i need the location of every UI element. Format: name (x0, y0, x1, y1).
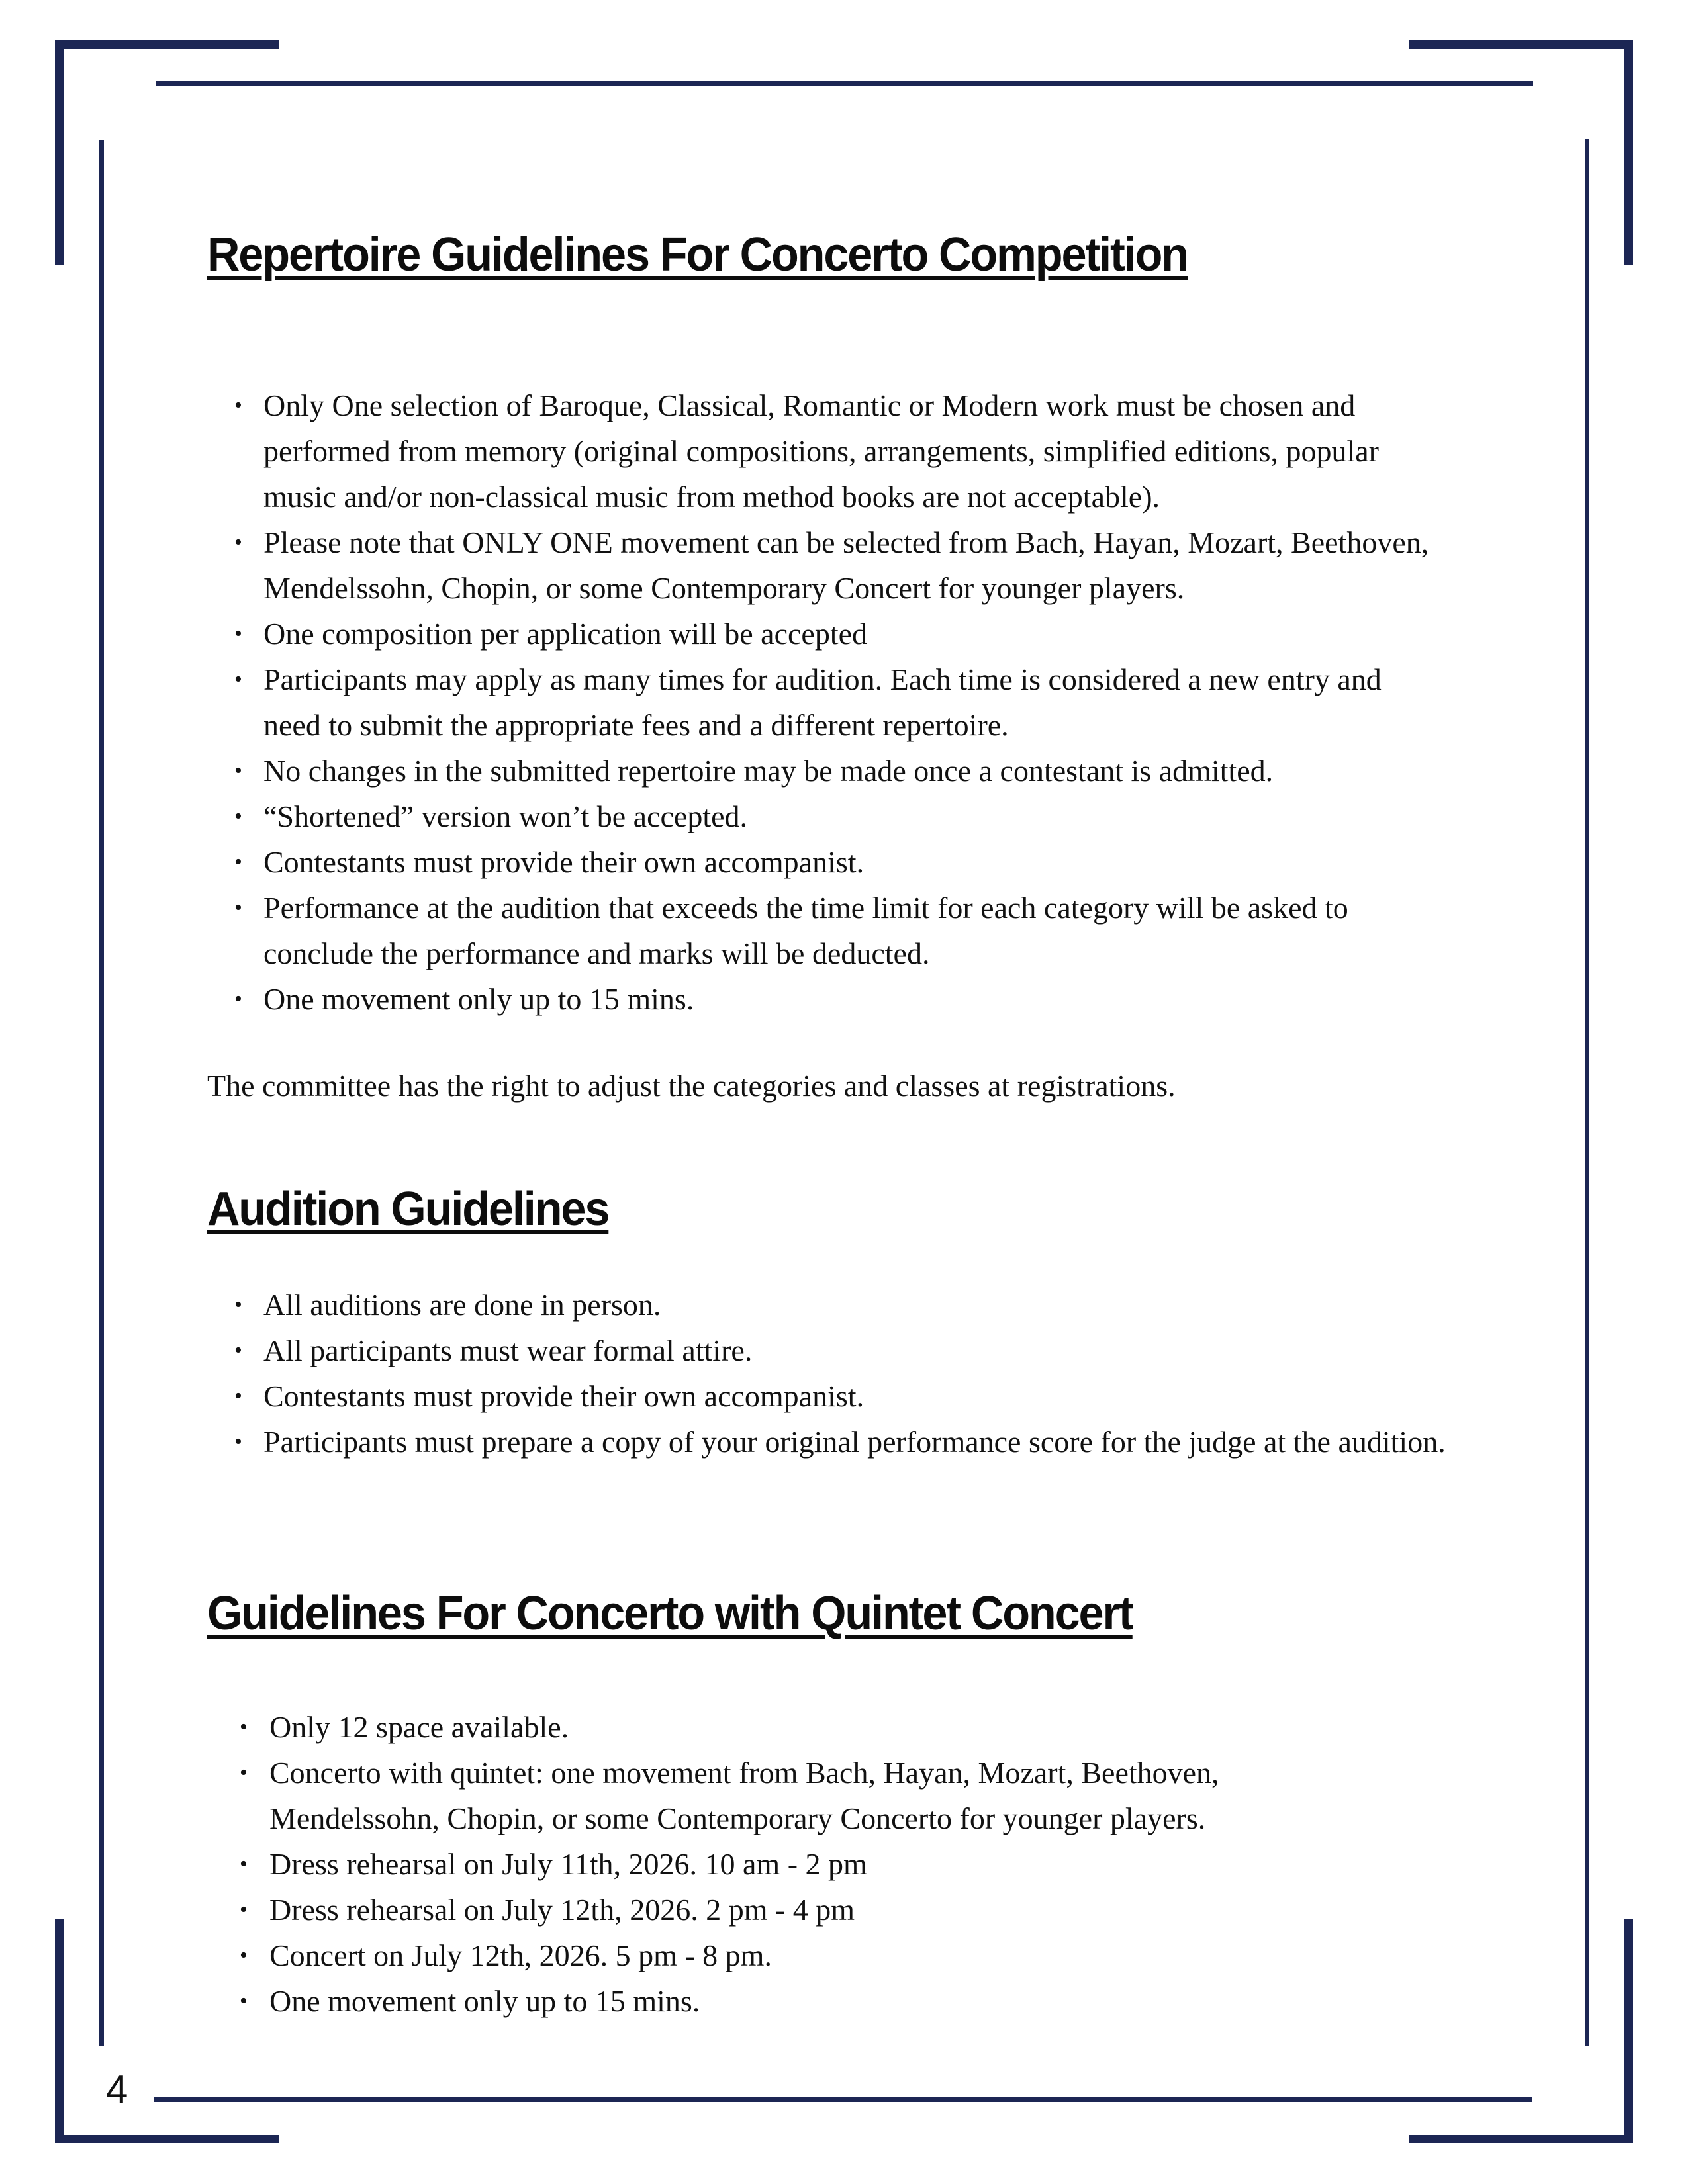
list-item: • One movement only up to 15 mins. (234, 976, 1446, 1022)
bullet-icon: • (234, 987, 242, 1011)
bullet-icon: • (234, 667, 242, 692)
list-item: • All auditions are done in person. (234, 1282, 1446, 1328)
list-item: • Only One selection of Baroque, Classical, Romantic or Modern work must be chosen and performed from memory (original compositions, arrangements, simplified editions, popular music and/or non-classical music from method books are not acceptable). (234, 383, 1446, 520)
section-heading-audition: Audition Guidelines (207, 1183, 609, 1236)
list-item: • Concert on July 12th, 2026. 5 pm - 8 pm. (240, 1933, 1451, 1978)
bullet-icon: • (234, 1384, 242, 1408)
list-item: • Performance at the audition that exceeds the time limit for each category will be asked to conclude the performance and marks will be deducted. (234, 885, 1446, 976)
bullet-icon: • (234, 1430, 242, 1454)
bullet-icon: • (240, 1897, 248, 1922)
frame-top-right-vertical (1624, 40, 1633, 265)
bullet-icon: • (240, 1715, 248, 1739)
frame-inner-left-line (99, 140, 104, 2046)
frame-bottom-right-horizontal (1409, 2135, 1633, 2143)
frame-top-left-horizontal (55, 40, 279, 49)
bullet-icon: • (234, 621, 242, 646)
section-heading-quintet: Guidelines For Concerto with Quintet Concert (207, 1587, 1133, 1640)
list-item: • Concerto with quintet: one movement from Bach, Hayan, Mozart, Beethoven, Mendelssohn, Chopin, or some Contemporary Concerto for younger players. (240, 1750, 1451, 1841)
committee-note: The committee has the right to adjust the categories and classes at registrations. (207, 1069, 1176, 1103)
bullet-icon: • (240, 1852, 248, 1876)
quintet-guidelines-list (240, 1704, 1451, 2024)
section-heading-repertoire: Repertoire Guidelines For Concerto Competition (207, 228, 1188, 281)
bullet-icon: • (234, 530, 242, 555)
list-item: • Dress rehearsal on July 12th, 2026. 2 pm - 4 pm (240, 1887, 1451, 1933)
list-item: • One composition per application will be accepted (234, 611, 1446, 657)
page-number: 4 (106, 2068, 128, 2112)
bullet-icon: • (234, 850, 242, 874)
bullet-icon: • (234, 758, 242, 783)
list-item: • Please note that ONLY ONE movement can be selected from Bach, Hayan, Mozart, Beethoven, Mendelssohn, Chopin, or some Contemporary Concert for younger players. (234, 520, 1446, 611)
list-item: • Participants may apply as many times for audition. Each time is considered a new entry and need to submit the appropriate fees and a different repertoire. (234, 657, 1446, 748)
bullet-icon: • (240, 1943, 248, 1968)
list-item: • Participants must prepare a copy of your original performance score for the judge at the audition. (234, 1419, 1446, 1465)
bullet-icon: • (234, 393, 242, 418)
bullet-icon: • (234, 1293, 242, 1317)
bullet-icon: • (234, 895, 242, 920)
frame-inner-bottom-line (154, 2097, 1532, 2102)
frame-inner-top-line (156, 81, 1533, 86)
list-item: • One movement only up to 15 mins. (240, 1978, 1451, 2024)
audition-guidelines-list (234, 1282, 1446, 1465)
bullet-icon: • (240, 1760, 248, 1785)
frame-top-right-horizontal (1409, 40, 1633, 49)
frame-bottom-right-vertical (1624, 1919, 1633, 2143)
list-item: • Contestants must provide their own accompanist. (234, 839, 1446, 885)
list-item: • No changes in the submitted repertoire may be made once a contestant is admitted. (234, 748, 1446, 794)
bullet-icon: • (234, 1338, 242, 1363)
list-item: • “Shortened” version won’t be accepted. (234, 794, 1446, 839)
bullet-icon: • (240, 1989, 248, 2013)
list-item: • All participants must wear formal attire. (234, 1328, 1446, 1373)
frame-top-left-vertical (55, 40, 64, 265)
frame-bottom-left-vertical (55, 1919, 64, 2143)
frame-inner-right-line (1585, 139, 1589, 2046)
list-item: • Contestants must provide their own accompanist. (234, 1373, 1446, 1419)
frame-bottom-left-horizontal (55, 2135, 279, 2143)
list-item: • Only 12 space available. (240, 1704, 1451, 1750)
bullet-icon: • (234, 804, 242, 829)
repertoire-guidelines-list (234, 383, 1446, 1022)
list-item: • Dress rehearsal on July 11th, 2026. 10 am - 2 pm (240, 1841, 1451, 1887)
